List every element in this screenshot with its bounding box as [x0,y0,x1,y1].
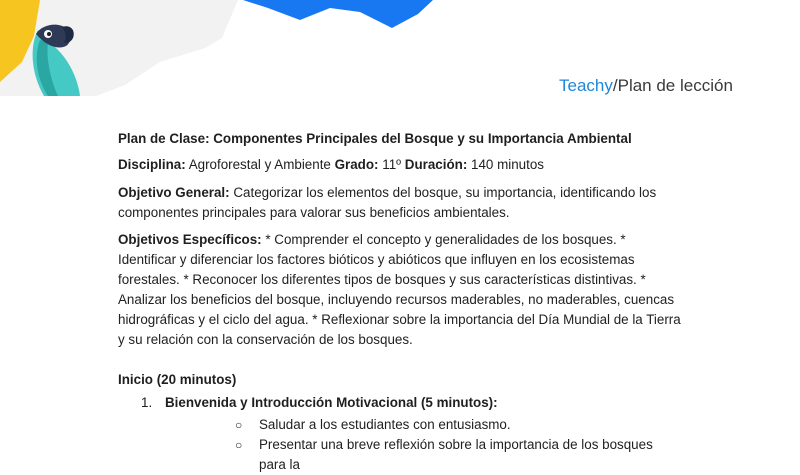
list-item [165,435,683,475]
circle-bullet-icon: ○ [235,438,243,452]
general-objective-label: Objetivo General: [118,185,230,200]
document-title: Plan de Clase: Componentes Principales del Bosque y su Importancia Ambiental [118,131,632,146]
circle-bullet-icon: ○ [235,418,243,432]
lesson-plan-document [118,129,683,475]
blue-shape [243,0,433,28]
step-title: Bienvenida y Introducción Motivacional (5 minutos): [165,395,498,410]
yellow-shape [0,0,40,82]
grey-shape [0,0,238,96]
list-item [165,415,683,435]
general-objective-text: Categorizar los elementos del bosque, su importancia, identificando los componentes principales para valorar sus beneficios ambientales. [118,185,657,220]
breadcrumb-section: Plan de lección [617,76,733,95]
step-number: 1. [141,395,153,410]
discipline-value: Agroforestal y Ambiente [188,157,331,172]
step-bullets [165,415,683,475]
specific-objectives-label: Objetivos Específicos: [118,232,262,247]
specific-objectives [118,230,683,350]
general-objective [118,183,683,223]
parrot-logo-icon [33,25,80,96]
duration-value: 140 minutos [471,157,544,172]
start-section-title: Inicio (20 minutos) [118,372,237,387]
bullet-text: Saludar a los estudiantes con entusiasmo. [259,417,511,432]
discipline-label: Disciplina: [118,157,186,172]
brand-breadcrumb [559,76,733,96]
start-steps-list [118,393,683,475]
grade-value: 11º [382,157,402,172]
specific-objectives-text: * Comprender el concepto y generalidades de los bosques. * Identificar y diferenciar los factores bióticos y abióticos que influyen en los ecosistemas forestales. * Reconocer los diferentes tipos de bosques y sus características distintivas. * Analizar los beneficios del bosque, incluyendo recursos maderables, no maderables, cuencas hidrográficas y el ciclo del agua. * Reflexionar sobre la importancia del Día Mundial de la Tierra y su relación con la conservación de los bosques. [118,232,681,347]
brand-name[interactable]: Teachy [559,76,613,95]
duration-label: Duración: [404,157,468,172]
lesson-meta [118,155,683,175]
bullet-text: Presentar una breve reflexión sobre la importancia de los bosques para la [259,437,653,472]
list-item [118,393,683,475]
breadcrumb-separator: / [612,76,618,95]
grade-label: Grado: [334,157,379,172]
